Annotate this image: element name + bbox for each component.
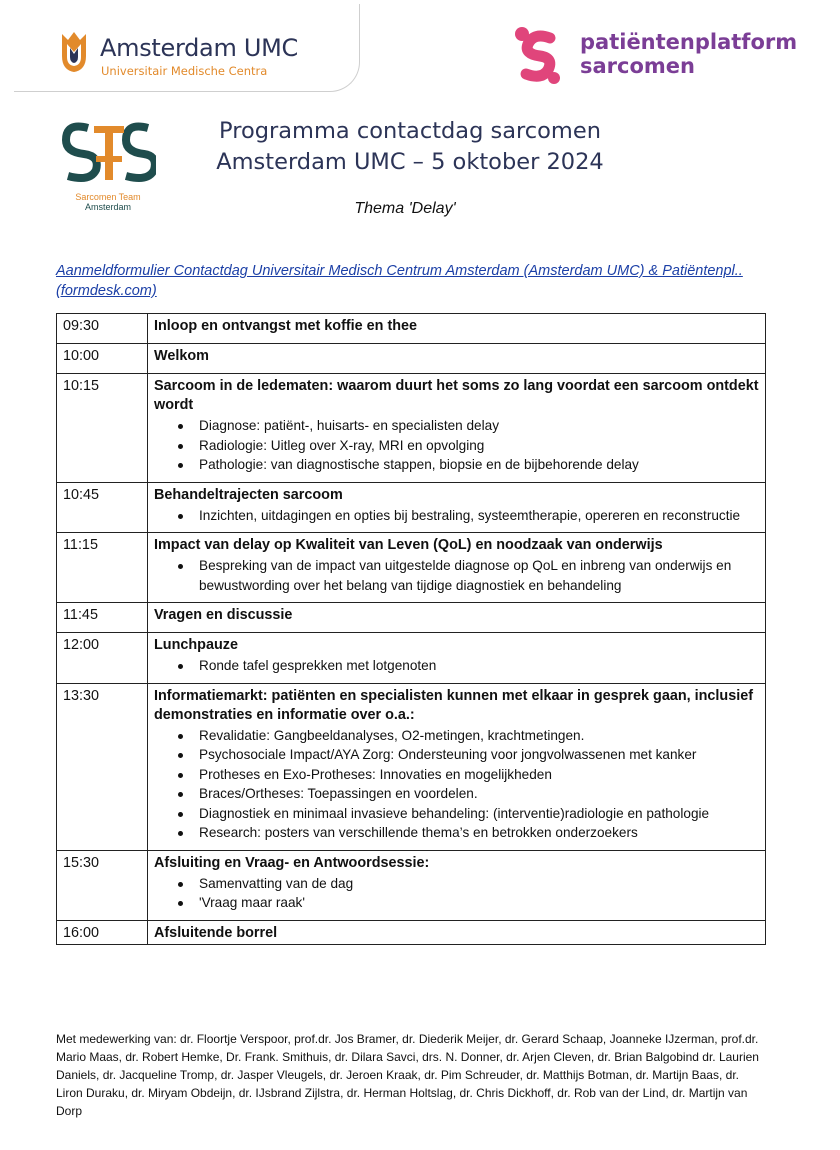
credits-text: Met medewerking van: dr. Floortje Verspoor, prof.dr. Jos Bramer, dr. Diederik Meijer, dr. Gerard Schaap, Joanneke IJzerman, prof.dr. Mario Maas, dr. Robert Hemke, Dr. Frank. Smithuis, dr. Dilara Savci, drs. N. Donner, dr. Arjen Cleven, dr. Brian Balgobind dr. Laurien Daniels, dr. Jacqueline Tromp, dr. Jasper Vleugels, dr. Jeroen Kraak, dr. Pim Schreuder, dr. Matthijs Botman, dr. Martijn Baas, dr. Liron Duraku, dr. Miryam Obdeijn, dr. IJsbrand Zijlstra, dr. Herman Holtslag, dr. Chris Dickhoff, dr. Rob van der Lind, dr. Martijn van Dorp: [56, 1032, 759, 1118]
program-title: Afsluiting en Vraag- en Antwoordsessie:: [154, 854, 430, 871]
program-time: 10:45: [57, 482, 148, 533]
sarcomen-team-caption: [62, 192, 154, 212]
sarcomen-team-logo: [60, 118, 156, 188]
program-item: Radiologie: Uitleg over X-ray, MRI en opvolging: [154, 436, 759, 456]
program-title: Welkom: [154, 348, 209, 364]
program-time: 11:15: [57, 533, 148, 603]
program-item-list: [154, 506, 759, 526]
amsterdam-umc-tulip-logo: [54, 30, 94, 76]
program-content: [148, 314, 766, 344]
theme-subtitle: Thema 'Delay': [354, 200, 456, 217]
program-content: [148, 482, 766, 533]
program-title: Sarcoom in de ledematen: waarom duurt het soms zo lang voordat een sarcoom ontdekt wordt: [154, 378, 759, 413]
amsterdam-umc-name: Amsterdam UMC: [100, 34, 299, 62]
program-content: [148, 603, 766, 633]
program-content: [148, 850, 766, 920]
registration-form-link[interactable]: Aanmeldformulier Contactdag Universitair Medisch Centrum Amsterdam (Amsterdam UMC) & Patiëntenpl.. (formdesk.com): [56, 263, 743, 299]
program-row: [57, 533, 766, 603]
patientenplatform-logo: [512, 24, 564, 86]
program-row: [57, 850, 766, 920]
program-item-list: [154, 656, 759, 676]
program-item-list: [154, 874, 759, 913]
program-item-list: [154, 726, 759, 843]
program-item: Psychosociale Impact/AYA Zorg: Ondersteuning voor jongvolwassenen met kanker: [154, 745, 759, 765]
program-item-list: [154, 556, 759, 595]
title-line-2: Amsterdam UMC – 5 oktober 2024: [216, 149, 604, 175]
program-item: Samenvatting van de dag: [154, 874, 759, 894]
program-row: [57, 344, 766, 374]
program-item: Bespreking van de impact van uitgestelde diagnose op QoL en inbreng van onderwijs en bewustwording over het belang van tijdige diagnostiek en behandeling: [154, 556, 759, 595]
program-content: [148, 920, 766, 944]
program-title: Afsluitende borrel: [154, 924, 278, 941]
program-row: [57, 633, 766, 684]
program-time: 10:15: [57, 374, 148, 483]
patientenplatform-name: [580, 30, 797, 78]
program-row: [57, 482, 766, 533]
program-item: Diagnose: patiënt-, huisarts- en specialisten delay: [154, 416, 759, 436]
program-item: Pathologie: van diagnostische stappen, biopsie en de bijbehorende delay: [154, 455, 759, 475]
program-row: [57, 603, 766, 633]
program-time: 11:45: [57, 603, 148, 633]
sarcomen-team-caption-line2: Amsterdam: [84, 202, 131, 212]
patientenplatform-name-line1: patiëntenplatform: [580, 30, 798, 54]
program-title: Inloop en ontvangst met koffie en thee: [154, 318, 418, 334]
page-title: [190, 116, 630, 178]
program-time: 10:00: [57, 344, 148, 374]
program-title: Behandeltrajecten sarcoom: [154, 486, 343, 503]
program-content: [148, 633, 766, 684]
program-title: Impact van delay op Kwaliteit van Leven (QoL) en noodzaak van onderwijs: [154, 537, 663, 553]
program-time: 12:00: [57, 633, 148, 684]
program-time: 16:00: [57, 920, 148, 944]
program-row: [57, 683, 766, 850]
program-row: [57, 920, 766, 944]
program-item: 'Vraag maar raak': [154, 893, 759, 913]
program-item: Research: posters van verschillende thema’s en betrokken onderzoekers: [154, 823, 759, 843]
program-content: [148, 533, 766, 603]
amsterdam-umc-subtitle: Universitair Medische Centra: [101, 64, 268, 78]
title-line-1: Programma contactdag sarcomen: [219, 118, 601, 144]
program-content: [148, 344, 766, 374]
program-item: Diagnostiek en minimaal invasieve behandeling: (interventie)radiologie en pathologie: [154, 804, 759, 824]
program-item: Protheses en Exo-Protheses: Innovaties en mogelijkheden: [154, 765, 759, 785]
program-content: [148, 683, 766, 850]
program-item: Ronde tafel gesprekken met lotgenoten: [154, 656, 759, 676]
program-item: Revalidatie: Gangbeeldanalyses, O2-metingen, krachtmetingen.: [154, 726, 759, 746]
program-row: [57, 374, 766, 483]
program-table: [56, 313, 766, 945]
program-title: Informatiemarkt: patiënten en specialisten kunnen met elkaar in gesprek gaan, inclusief demonstraties en informatie over o.a.:: [154, 687, 753, 723]
sarcomen-team-caption-line1: Sarcomen Team: [75, 192, 141, 202]
program-table-body: [57, 314, 766, 945]
program-content: [148, 374, 766, 483]
program-time: 09:30: [57, 314, 148, 344]
program-row: [57, 314, 766, 344]
program-title: Lunchpauze: [154, 637, 238, 653]
program-item: Braces/Ortheses: Toepassingen en voordelen.: [154, 784, 759, 804]
program-item-list: [154, 416, 759, 475]
program-item: Inzichten, uitdagingen en opties bij bestraling, systeemtherapie, opereren en reconstructie: [154, 506, 759, 526]
patientenplatform-name-line2: sarcomen: [580, 54, 695, 78]
program-time: 13:30: [57, 683, 148, 850]
program-title: Vragen en discussie: [154, 607, 293, 623]
program-time: 15:30: [57, 850, 148, 920]
